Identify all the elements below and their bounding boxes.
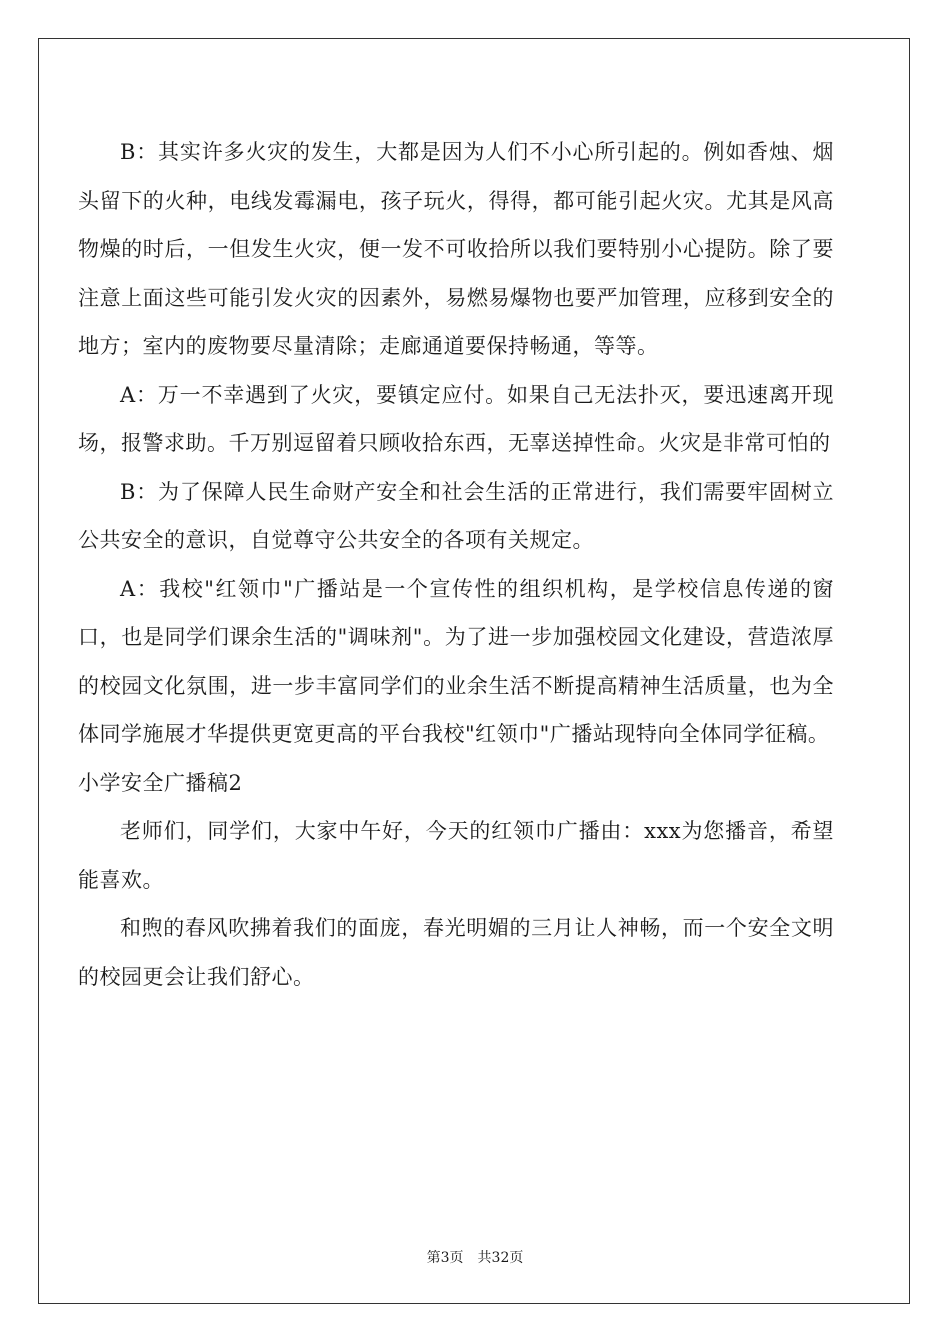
page-number: 3 xyxy=(440,1250,450,1266)
total-label-suffix: 页 xyxy=(509,1250,524,1266)
page-footer xyxy=(0,1247,950,1267)
section-heading: 小学安全广播稿2 xyxy=(78,770,243,795)
page-label-suffix: 页 xyxy=(449,1250,464,1266)
paragraph-2: A：万一不幸遇到了火灾，要镇定应付。如果自己无法扑灭，要迅速离开现场，报警求助。千万别逗留着只顾收拾东西，无辜送掉性命。火灾是非常可怕的 xyxy=(78,382,834,455)
paragraph-6: 和煦的春风吹拂着我们的面庞，春光明媚的三月让人神畅，而一个安全文明的校园更会让我们舒心。 xyxy=(78,916,834,989)
paragraph-4: A：我校"红领巾"广播站是一个宣传性的组织机构，是学校信息传递的窗口，也是同学们课余生活的"调味剂"。为了进一步加强校园文化建设，营造浓厚的校园文化氛围，进一步丰富同学们的业余生活不断提高精神生活质量，也为全体同学施展才华提供更宽更高的平台我校"红领巾"广播站现特向全体同学征稿。 xyxy=(78,576,834,746)
paragraph-3: B：为了保障人民生命财产安全和社会生活的正常进行，我们需要牢固树立公共安全的意识，自觉尊守公共安全的各项有关规定。 xyxy=(78,479,834,552)
total-pages: 32 xyxy=(491,1250,510,1266)
document-body xyxy=(78,128,834,1001)
total-label-prefix: 共 xyxy=(477,1250,492,1266)
paragraph-1: B：其实许多火灾的发生，大都是因为人们不小心所引起的。例如香烛、烟头留下的火种，电线发霉漏电，孩子玩火，得得，都可能引起火灾。尤其是风高物燥的时后，一但发生火灾，便一发不可收拾所以我们要特别小心提防。除了要注意上面这些可能引发火灾的因素外，易燃易爆物也要严加管理，应移到安全的地方；室内的废物要尽量清除；走廊通道要保持畅通，等等。 xyxy=(78,140,834,358)
paragraph-5: 老师们，同学们，大家中午好，今天的红领巾广播由：xxx为您播音，希望能喜欢。 xyxy=(78,819,834,892)
page-label-prefix: 第 xyxy=(426,1250,441,1266)
